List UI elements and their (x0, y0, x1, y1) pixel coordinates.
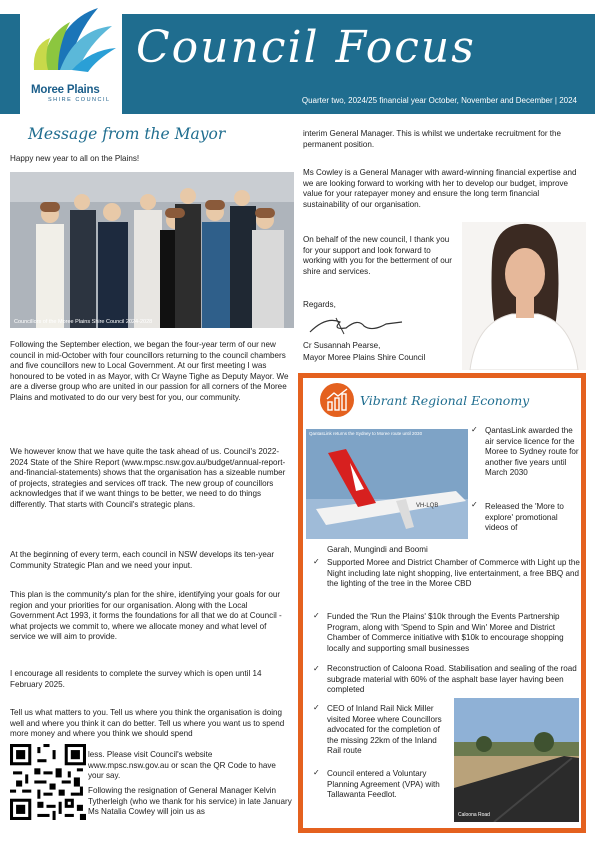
check-icon-3: ✓ (313, 557, 320, 566)
mayor-portrait (462, 222, 586, 370)
check-icon-6: ✓ (313, 703, 320, 712)
logo-subtitle: SHIRE COUNCIL (48, 97, 111, 103)
mayor-portrait-image (462, 222, 586, 370)
check-icon-5: ✓ (313, 664, 320, 673)
caloona-road-photo (454, 698, 579, 822)
growth-chart-icon (320, 383, 354, 417)
newsletter-title: Council Focus (136, 22, 476, 73)
economy-item-5: Reconstruction of Caloona Road. Stabilisation and sealing of the road subgrade material with 60% of the asphalt base layer having been completed (327, 664, 577, 695)
economy-heading: Vibrant Regional Economy (360, 393, 530, 408)
economy-item-7: Council entered a Voluntary Planning Agreement (VPA) with Tallawanta Feedlot. (327, 769, 440, 800)
issue-subtitle: Quarter two, 2024/25 financial year October, November and December | 2024 (301, 96, 577, 105)
economy-item-4: Funded the 'Run the Plains' $10k through the Events Partnership Program, along with 'Spend to Spin and Win' Moree and District Chamber of Commerce initiative with $10k to encourage shopping locally and supporting small businesses (327, 612, 564, 653)
mayor-signature (306, 312, 406, 338)
mayor-paragraph-5: I encourage all residents to complete the survey which is open until 14 February 2025. (10, 669, 262, 689)
qantaslink-photo (306, 429, 468, 539)
signoff-title: Mayor Moree Plains Shire Council (303, 353, 426, 362)
regards-text: Regards, (303, 300, 336, 309)
economy-item-2b: Garah, Mungindi and Boomi (327, 545, 428, 554)
mayor-paragraph-1: Following the September election, we began the four-year term of our new council in mid-October with four councillors returning to the council chambers and five councillors new to Local Government. At our first meeting I was honoured to be voted in as Mayor, with Cr Wayne Tighe as Deputy Mayor. We are a diverse group who are united in our passion for all corners of the Moree Plains and motivated to do our very best for you, our community. (10, 340, 289, 402)
check-icon-7: ✓ (313, 768, 320, 777)
mayor-paragraph-3: At the beginning of every term, each council in NSW develops its ten-year Community Strategic Plan and we need your input. (10, 550, 275, 570)
mayor-paragraph-6a: Tell us what matters to you. Tell us where you think the organisation is doing well and where you think it can do better. Tell us where you want us to spend more money and where you think we should spend (10, 708, 285, 739)
mayor-paragraph-7: Following the resignation of General Manager Kelvin Tytherleigh (who we thank for his service) in late January Ms Natalia Cowley will join us as (88, 786, 292, 817)
economy-item-2a: Released the 'More to explore' promotional videos of (485, 502, 564, 533)
mayor-paragraph-r3: On behalf of the new council, I thank you for your support and look forward to working with you for the betterment of our shire and services. (303, 235, 452, 276)
page-header (0, 0, 595, 116)
check-icon-2: ✓ (471, 500, 478, 509)
economy-item-1: QantasLink awarded the air service licence for the Moree to Sydney route for another five years until March 2030 (485, 426, 579, 478)
plane-caption: QantasLink returns the Sydney to Moree route until 2030 (309, 431, 423, 436)
check-icon-4: ✓ (313, 611, 320, 620)
councillors-photo-image (10, 172, 294, 328)
survey-qr-code[interactable] (10, 744, 86, 820)
economy-item-6: CEO of Inland Rail Nick Miller visited Moree where Councillors advocated for the completion of the missing 22km of the Inland Rail route (327, 704, 442, 756)
plane-image (306, 429, 468, 539)
signoff-name: Cr Susannah Pearse, (303, 341, 381, 350)
councillors-photo (10, 172, 294, 328)
economy-item-3: Supported Moree and District Chamber of Commerce with Light up the Night including late night shopping, live entertainment, a free BBQ and the lighting of the tree in the Moree CBD (327, 558, 580, 589)
mayor-heading: Message from the Mayor (28, 125, 226, 143)
check-icon-1: ✓ (471, 425, 478, 434)
road-image (454, 698, 579, 822)
mayor-paragraph-6b: less. Please visit Council's website www.mpsc.nsw.gov.au or scan the QR Code to have your say. (88, 750, 276, 781)
mayor-paragraph-r2: Ms Cowley is a General Manager with award-winning financial expertise and we are looking forward to working with her to develop our budget, improve value for your ratepayer money and ensure the long term financial sustainability of our organisation. (303, 168, 577, 209)
mayor-greeting: Happy new year to all on the Plains! (10, 154, 140, 163)
logo-name: Moree Plains (31, 84, 100, 96)
mayor-paragraph-r1: interim General Manager. This is whilst we undertake recruitment for the permanent position. (303, 129, 562, 149)
mayor-paragraph-2: We however know that we have quite the task ahead of us. Council's 2022-2024 State of the Shire Report (www.mpsc.nsw.gov.au/budget/annual-report-and-financial-statements) shows that the organisation has a sizeable number of projects, strategies and services off track. The new group of councillors acknowledges that if we want things to be better, we need to do things differently. That starts with Council's strategic plans. (10, 447, 286, 509)
mayor-paragraph-4: This plan is the community's plan for the shire, identifying your goals for our region and your priorities for our organisation. Along with the Local Government Act 1993, it forms the foundations for all that we do at Council - what projects we commit to, where we allocate money and what level of service we will aim to provide. (10, 590, 282, 642)
svg-text:VH-LQB: VH-LQB (416, 503, 439, 509)
logo-icon (20, 0, 122, 84)
photo-caption: Councillors of the Moree Plains Shire Council 2024-2028 (14, 319, 153, 325)
road-caption: Caloona Road (458, 812, 490, 818)
